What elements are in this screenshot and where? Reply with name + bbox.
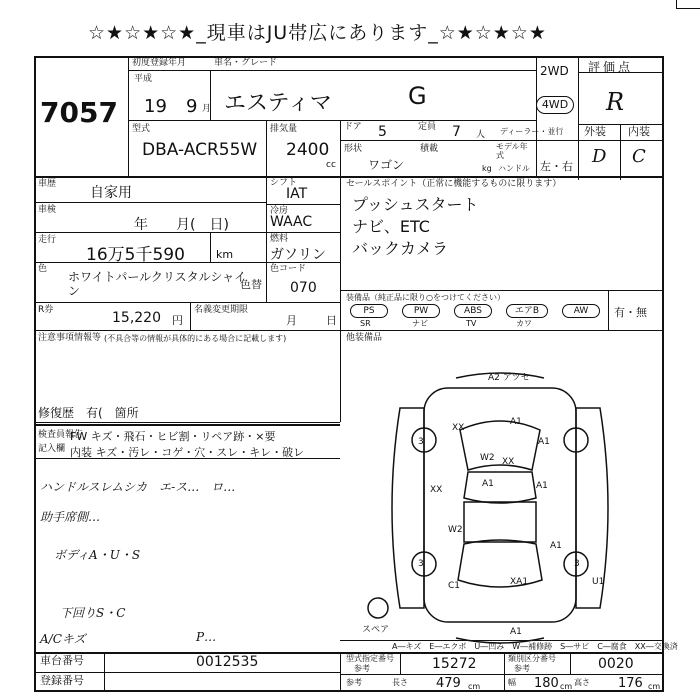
corner-mark: [676, 0, 700, 9]
dealer-label: ディーラー・並行: [500, 127, 564, 136]
handle-label: ハンドル: [498, 164, 530, 173]
type-code-ref: 参考: [354, 664, 370, 673]
lot-number: 7057: [40, 96, 118, 129]
inspector-label-2: 記入欄: [38, 444, 66, 454]
svg-text:3: 3: [574, 559, 580, 569]
warranty-day: 日: [326, 314, 337, 327]
reg-number-label: 登録番号: [40, 674, 84, 687]
model: DBA-ACR55W: [142, 140, 258, 160]
cooling: WAAC: [270, 214, 313, 230]
equip-ps: PS: [350, 304, 388, 318]
svg-text:C1: C1: [448, 581, 461, 591]
name-label: 車名・グレード: [214, 58, 278, 68]
person-unit: 人: [476, 130, 486, 140]
doors-label: ドア: [344, 122, 362, 132]
svg-text:A1: A1: [536, 481, 548, 491]
notes-label: 注意事項情報等: [38, 333, 102, 343]
vehicle-name: エスティマ: [224, 91, 332, 116]
month-unit: 月: [202, 104, 212, 114]
inspector-label: 検査員報告: [38, 430, 84, 440]
width-unit: cm: [560, 682, 573, 691]
warranty-label: 名義変更期限: [194, 305, 249, 315]
svg-text:スペア: スペア: [362, 625, 390, 635]
color-code-label: 色コード: [270, 264, 307, 274]
length: 479: [436, 676, 461, 691]
drive-4wd-circled: 4WD: [536, 96, 574, 114]
svg-text:XX: XX: [502, 457, 515, 467]
roof-front: [464, 472, 536, 503]
shift-label: シフト: [270, 178, 298, 188]
equipment-title: 装備品（純正品に限り○をつけてください）: [346, 293, 505, 302]
sales-title: セールスポイント（正常に機能するものに限ります）: [346, 179, 562, 189]
sales-point: ナビ、ETC: [352, 217, 430, 236]
svg-text:A1: A1: [482, 479, 494, 489]
other-equipment-label: 他装備品: [346, 333, 383, 343]
equip-airbag: エアB: [506, 304, 548, 318]
fuel-label: 燃料: [270, 234, 289, 244]
hand-note: 助手席側…: [40, 510, 101, 524]
svg-text:A1: A1: [550, 541, 562, 551]
reg-year: 19: [144, 96, 167, 117]
km-unit: km: [216, 248, 234, 261]
equip-navi: ナビ: [412, 319, 428, 328]
svg-text:A2 アツセ: A2 アツセ: [488, 373, 530, 383]
interior-score: C: [632, 146, 646, 167]
handle: 左・右: [540, 160, 573, 173]
spare-icon: [368, 598, 388, 618]
yen-unit: 円: [172, 314, 183, 327]
equip-tv: TV: [466, 319, 477, 328]
fuel: ガソリン: [270, 247, 326, 263]
svg-text:W2: W2: [480, 453, 495, 463]
svg-text:A1: A1: [510, 627, 522, 637]
svg-text:XA1: XA1: [510, 577, 529, 587]
height-label: 高さ: [574, 678, 590, 687]
windshield: [460, 421, 540, 470]
damage-legend: A―キズ E―エクボ U―凹み W―補修跡 S―サビ C―腐食 XX―交換済: [392, 642, 678, 651]
exterior-label: 外装: [584, 125, 606, 138]
svg-text:XX: XX: [430, 485, 443, 495]
chassis-number: 0012535: [196, 654, 259, 670]
repair-label: 修復歴: [38, 406, 75, 420]
cooling-label: 冷房: [270, 206, 289, 216]
doors: 5: [378, 124, 387, 140]
equip-sr: SR: [360, 319, 371, 328]
sales-point: バックカメラ: [352, 239, 449, 258]
load-label: 積載: [420, 144, 439, 154]
kg-unit: kg: [482, 164, 492, 173]
era: 平成: [134, 74, 153, 84]
mileage-label: 走行: [38, 235, 57, 245]
inspection-label: 車検: [38, 205, 57, 215]
mileage: 16万5千590: [86, 245, 185, 265]
fw-row: FW キズ・飛石・ヒビ割・リペア跡・×要: [70, 430, 276, 443]
equip-aw: AW: [562, 304, 600, 318]
svg-text:3: 3: [418, 559, 424, 569]
height-unit: cm: [648, 682, 661, 691]
width-label: 幅: [508, 678, 516, 687]
drive-2wd: 2WD: [540, 64, 569, 78]
capacity-label: 定員: [418, 122, 437, 132]
svg-text:3: 3: [418, 437, 424, 447]
usage: 自家用: [90, 185, 132, 201]
rating-title: 評価点: [588, 60, 634, 74]
model-label: 型式: [132, 124, 151, 134]
class-code-label: 類別区分番号: [508, 654, 556, 663]
notes-sub: (不具合等の情報が具体的にある場合に記載します): [104, 334, 287, 343]
capacity: 7: [452, 124, 461, 140]
roof: [464, 502, 536, 542]
width: 180: [534, 676, 559, 691]
dims-ref: 参考: [346, 678, 362, 687]
svg-text:A1: A1: [510, 417, 522, 427]
recycle-label: R券: [38, 305, 54, 315]
inspection: 年 月( 日): [134, 217, 229, 233]
color-code: 070: [290, 280, 317, 296]
interior-label: 内装: [628, 125, 650, 138]
class-code: 0020: [598, 656, 634, 672]
model-year-label: モデル年式: [496, 142, 528, 160]
repair: 有( 箇所: [86, 406, 139, 420]
usage-label: 車歴: [38, 179, 57, 189]
reg-year-label: 初度登録年月: [132, 58, 187, 68]
chassis-label: 車台番号: [40, 654, 84, 667]
shift: IAT: [286, 186, 308, 202]
reg-month: 9: [186, 96, 198, 117]
svg-text:A1: A1: [538, 437, 550, 447]
type-code: 15272: [432, 656, 477, 672]
equip-pw: PW: [402, 304, 440, 318]
rear-glass: [458, 540, 542, 587]
hand-note: 下回りS・C: [60, 606, 126, 620]
equip-leather: カワ: [516, 319, 532, 328]
header-banner: ☆★☆★☆★_現車はJU帯広にあります_☆★☆★☆★: [88, 22, 547, 44]
warranty-month: 月: [286, 314, 297, 327]
shape-label: 形状: [344, 144, 363, 154]
color-change-label: 色替: [240, 278, 262, 291]
height: 176: [618, 676, 643, 691]
svg-text:W2: W2: [448, 525, 463, 535]
svg-text:XX: XX: [452, 423, 465, 433]
displacement: 2400: [286, 140, 330, 160]
interior-row: 内装 キズ・汚レ・コゲ・穴・スレ・キレ・破レ: [70, 446, 305, 459]
cc-unit: cc: [326, 160, 336, 170]
svg-text:U1: U1: [592, 577, 605, 587]
exterior-score: D: [592, 146, 607, 167]
color: ホワイトパールクリスタルシャイン: [68, 270, 247, 298]
vehicle-grade: G: [408, 82, 427, 110]
rating-score: R: [606, 88, 625, 116]
hand-note: ハンドルスレムシカ エ-ス… ロ…: [40, 480, 236, 494]
equipment-yesno: 有・無: [614, 306, 647, 319]
color-label: 色: [38, 264, 48, 274]
sales-point: プッシュスタート: [352, 195, 479, 214]
length-label: 長さ: [392, 678, 408, 687]
class-code-ref: 参考: [514, 664, 530, 673]
sales-points: [352, 194, 479, 260]
hand-note: A/Cキズ: [40, 632, 86, 646]
hand-note: ボディA・U・S: [54, 548, 141, 562]
length-unit: cm: [468, 682, 481, 691]
equip-abs: ABS: [454, 304, 492, 318]
shape: ワゴン: [368, 158, 405, 172]
recycle: 15,220: [112, 310, 161, 326]
car-damage-diagram: [360, 368, 660, 652]
hand-note: P…: [196, 630, 217, 644]
type-code-label: 型式指定番号: [346, 654, 394, 663]
displacement-label: 排気量: [270, 124, 298, 134]
